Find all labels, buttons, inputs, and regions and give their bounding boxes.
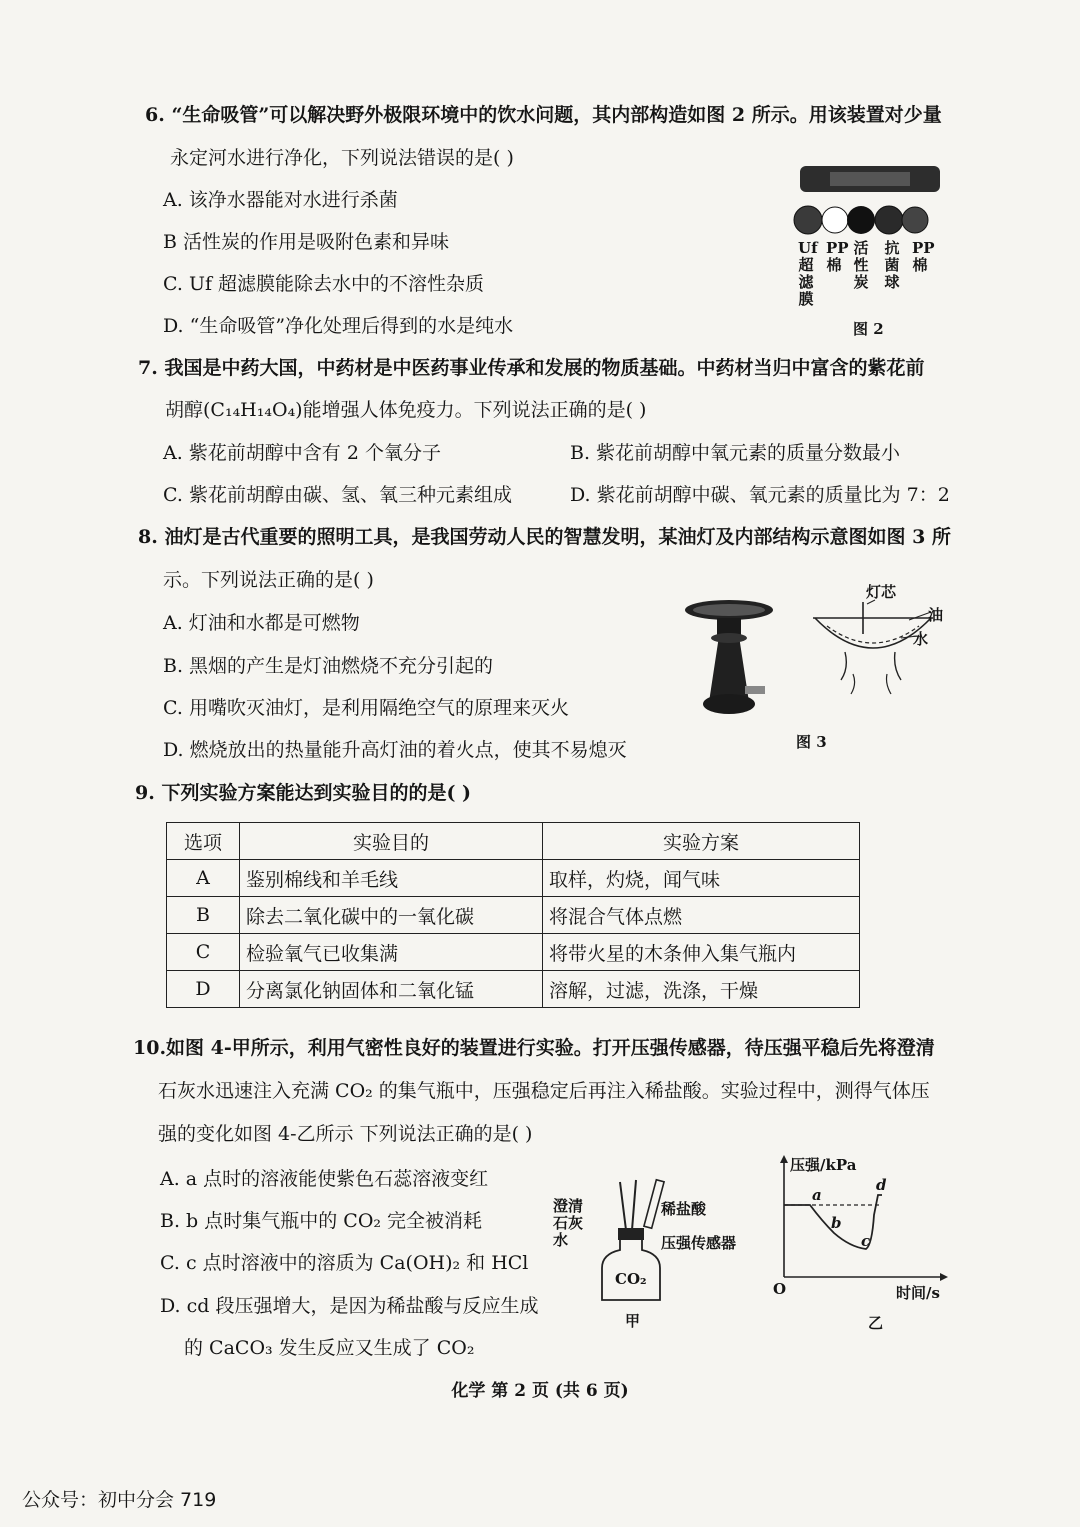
header-method: 实验方案 xyxy=(543,823,860,860)
lamp-base xyxy=(703,694,755,714)
q10-option-b: B. b 点时集气瓶中的 CO₂ 完全被消耗 xyxy=(160,1210,483,1232)
figure-4-yi-caption: 乙 xyxy=(868,1314,884,1332)
label-co2-gas: CO₂ xyxy=(615,1270,647,1288)
pp-cotton-disc-2 xyxy=(902,207,928,233)
page-footer: 化学 第 2 页 (共 6 页) xyxy=(451,1381,629,1401)
q10-option-d: D. cd 段压强增大，是因为稀盐酸与反应生成 xyxy=(160,1295,539,1317)
label-antibacterial-ball: 抗菌球 xyxy=(884,239,900,291)
q8-option-d: D. 燃烧放出的热量能升高灯油的着火点，使其不易熄灭 xyxy=(163,739,627,761)
q7-stem-line2: 胡醇(C₁₄H₁₄O₄)能增强人体免疫力。下列说法正确的是( ) xyxy=(165,399,647,421)
q9-stem: 9. 下列实验方案能达到实验目的的是( ) xyxy=(135,782,472,804)
syringe-limewater xyxy=(620,1182,626,1230)
figure-4-jia-caption: 甲 xyxy=(625,1312,641,1330)
label-water: 水 xyxy=(913,630,929,648)
q10-option-d-continued: 的 CaCO₃ 发生反应又生成了 CO₂ xyxy=(184,1337,475,1359)
table-row xyxy=(167,971,860,1008)
row-a-purpose: 鉴别棉线和羊毛线 xyxy=(240,860,543,897)
q6-option-c: C. Uf 超滤膜能除去水中的不溶性杂质 xyxy=(163,273,485,295)
x-axis-label: 时间/s xyxy=(896,1284,940,1302)
table-row xyxy=(167,934,860,971)
row-a-method: 取样，灼烧，闻气味 xyxy=(543,860,860,897)
q8-stem-line2: 示。下列说法正确的是( ) xyxy=(163,569,374,591)
lamp-tap xyxy=(745,686,765,694)
q7-option-b: B. 紫花前胡醇中氧元素的质量分数最小 xyxy=(570,442,901,464)
label-pp-cotton-1: PP棉 xyxy=(826,239,849,274)
q7-option-a: A. 紫花前胡醇中含有 2 个氧分子 xyxy=(163,442,441,464)
q10-stem-line1: 10.如图 4-甲所示，利用气密性良好的装置进行实验。打开压强传感器，待压强平稳后先将澄清 xyxy=(133,1037,935,1059)
point-a-label: a xyxy=(812,1186,822,1204)
oil-lamp-photo xyxy=(683,598,783,728)
label-oil: 油 xyxy=(928,606,944,624)
straw-label-band xyxy=(830,172,910,186)
figure-3-caption: 图 3 xyxy=(796,733,827,751)
header-option: 选项 xyxy=(167,823,240,860)
label-pressure-sensor: 压强传感器 xyxy=(661,1234,737,1252)
row-d-method: 溶解，过滤，洗涤，干燥 xyxy=(543,971,860,1008)
row-b-purpose: 除去二氧化碳中的一氧化碳 xyxy=(240,897,543,934)
table-row xyxy=(167,860,860,897)
row-b-option: B xyxy=(167,897,240,934)
antibacterial-ball-disc xyxy=(875,206,903,234)
q6-option-a: A. 该净水器能对水进行杀菌 xyxy=(163,189,398,211)
q6-option-d: D. “生命吸管”净化处理后得到的水是纯水 xyxy=(163,315,514,337)
label-wick: 灯芯 xyxy=(866,583,897,601)
table-header-row xyxy=(167,823,860,860)
label-pp-cotton-2: PP棉 xyxy=(912,239,935,274)
q8-option-a: A. 灯油和水都是可燃物 xyxy=(163,612,360,634)
q7-option-c: C. 紫花前胡醇由碳、氢、氧三种元素组成 xyxy=(163,484,512,506)
row-c-method: 将带火星的木条伸入集气瓶内 xyxy=(543,934,860,971)
point-c-label: c xyxy=(861,1232,871,1250)
y-axis-label: 压强/kPa xyxy=(790,1156,857,1174)
table-row xyxy=(167,897,860,934)
q8-option-c: C. 用嘴吹灭油灯，是利用隔绝空气的原理来灭火 xyxy=(163,697,569,719)
label-limewater: 澄清石灰水 xyxy=(553,1197,584,1249)
header-purpose: 实验目的 xyxy=(240,823,543,860)
life-straw-figure xyxy=(790,160,950,240)
syringe-acid xyxy=(632,1180,636,1230)
lamp-body xyxy=(709,636,749,702)
q8-option-b: B. 黑烟的产生是灯油燃烧不充分引起的 xyxy=(163,655,494,677)
row-d-purpose: 分离氯化钠固体和二氧化锰 xyxy=(240,971,543,1008)
row-b-method: 将混合气体点燃 xyxy=(543,897,860,934)
figure-2-caption: 图 2 xyxy=(853,320,884,338)
q10-stem-line2: 石灰水迅速注入充满 CO₂ 的集气瓶中，压强稳定后再注入稀盐酸。实验过程中，测得气体压 xyxy=(158,1080,930,1102)
q6-option-b: B 活性炭的作用是吸附色素和异味 xyxy=(163,231,450,253)
bottle-stopper xyxy=(618,1228,644,1240)
row-a-option: A xyxy=(167,860,240,897)
label-hydrochloric-acid: 稀盐酸 xyxy=(661,1200,707,1218)
q6-stem-line2: 永定河水进行净化，下列说法错误的是( ) xyxy=(170,147,514,169)
q8-stem-line1: 8. 油灯是古代重要的照明工具，是我国劳动人民的智慧发明，某油灯及内部结构示意图如图 3 所 xyxy=(138,526,951,548)
experiment-table xyxy=(166,822,860,1008)
point-b-label: b xyxy=(831,1214,842,1232)
activated-carbon-disc xyxy=(847,206,875,234)
q7-stem-line1: 7. 我国是中药大国，中药材是中医药事业传承和发展的物质基础。中药材当归中富含的紫花前 xyxy=(138,357,925,379)
q10-stem-line3: 强的变化如图 4-乙所示 下列说法正确的是( ) xyxy=(158,1123,533,1145)
point-d-label: d xyxy=(876,1176,887,1194)
q10-option-a: A. a 点时的溶液能使紫色石蕊溶液变红 xyxy=(160,1168,489,1190)
row-c-option: C xyxy=(167,934,240,971)
label-uf-membrane: Uf超滤膜 xyxy=(798,239,818,308)
q6-stem-line1: 6. “生命吸管”可以解决野外极限环境中的饮水问题，其内部构造如图 2 所示。用该装置对少量 xyxy=(145,104,942,126)
row-c-purpose: 检验氧气已收集满 xyxy=(240,934,543,971)
watermark-text: 公众号：初中分会 719 xyxy=(22,1489,217,1511)
q7-option-d: D. 紫花前胡醇中碳、氧元素的质量比为 7：2 xyxy=(570,484,950,506)
q10-option-c: C. c 点时溶液中的溶质为 Ca(OH)₂ 和 HCl xyxy=(160,1252,529,1274)
oil-water-boundary xyxy=(827,626,919,643)
pp-cotton-disc-1 xyxy=(822,207,848,233)
label-activated-carbon: 活性炭 xyxy=(853,239,869,291)
co2-bottle-apparatus xyxy=(596,1178,666,1308)
row-d-option: D xyxy=(167,971,240,1008)
uf-membrane-disc xyxy=(794,206,822,234)
origin-label: O xyxy=(773,1280,787,1298)
